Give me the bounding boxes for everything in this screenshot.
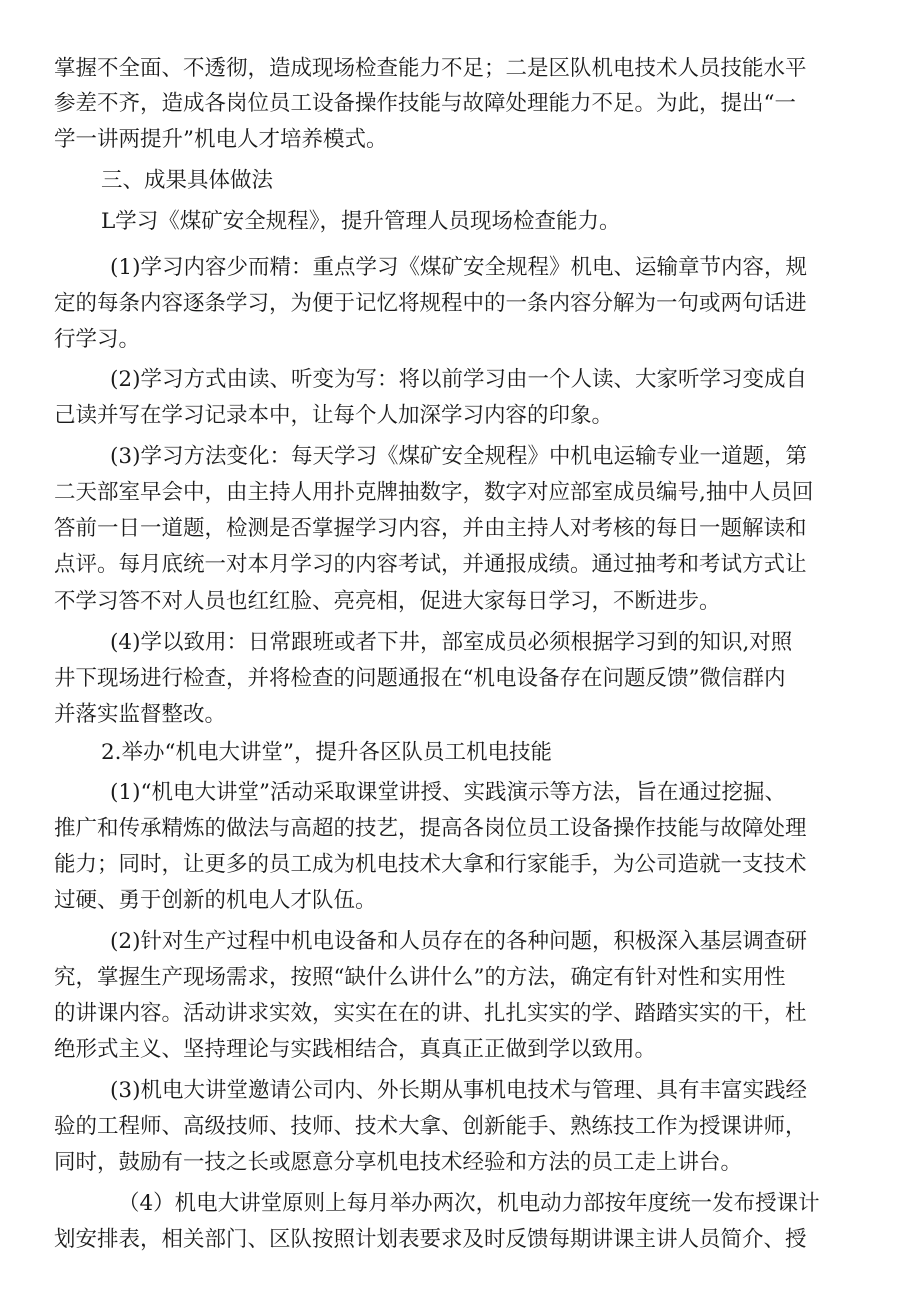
section-heading: 三、成果具体做法 bbox=[101, 168, 274, 193]
text-line: 二天部室早会中，由主持人用扑克牌抽数字，数字对应部室成员编号,抽中人员回 bbox=[54, 480, 814, 505]
text-line: 划安排表，相关部门、区队按照计划表要求及时反馈每期讲课主讲人员简介、授 bbox=[54, 1227, 807, 1252]
text-line: (1)学习内容少而精：重点学习《煤矿安全规程》机电、运输章节内容，规 bbox=[110, 255, 807, 280]
text-line: 推广和传承精炼的做法与高超的技艺，提高各岗位员工设备操作技能与故障处理 bbox=[54, 816, 807, 841]
text-line: 不学习答不对人员也红红脸、亮亮相，促进大家每日学习，不断进步。 bbox=[54, 589, 721, 614]
subsection-heading: L学习《煤矿安全规程》，提升管理人员现场检查能力。 bbox=[101, 209, 621, 234]
text-line: 能力；同时，让更多的员工成为机电技术大拿和行家能手，为公司造就一支技术 bbox=[54, 852, 807, 877]
text-line: (3)机电大讲堂邀请公司内、外长期从事机电技术与管理、具有丰富实践经 bbox=[110, 1078, 807, 1103]
text-line: 过硬、勇于创新的机电人才队伍。 bbox=[54, 888, 377, 913]
text-line: 究，掌握生产现场需求，按照“缺什么讲什么”的方法，确定有针对性和实用性 bbox=[54, 965, 786, 990]
text-line: 验的工程师、高级技师、技师、技术大拿、创新能手、熟练技工作为授课讲师， bbox=[54, 1114, 807, 1139]
text-line: 学一讲两提升”机电人才培养模式。 bbox=[54, 127, 388, 152]
text-line: 掌握不全面、不透彻，造成现场检查能力不足；二是区队机电技术人员技能水平 bbox=[54, 56, 807, 81]
text-line: 井下现场进行检查，并将检查的问题通报在“机电设备存在问题反馈”微信群内 bbox=[54, 666, 786, 691]
text-line: (1)“机电大讲堂”活动采取课堂讲授、实践演示等方法，旨在通过挖掘、 bbox=[110, 780, 786, 805]
text-line: 并落实监督整改。 bbox=[54, 702, 227, 727]
text-line: 答前一日一道题，检测是否掌握学习内容，并由主持人对考核的每日一题解读和 bbox=[54, 516, 807, 541]
text-line: 己读并写在学习记录本中，让每个人加深学习内容的印象。 bbox=[54, 403, 614, 428]
text-line: 同时，鼓励有一技之长或愿意分享机电技术经验和方法的员工走上讲台。 bbox=[54, 1150, 743, 1175]
text-line: 定的每条内容逐条学习，为便于记忆将规程中的一条内容分解为一句或两句话进 bbox=[54, 291, 807, 316]
text-line: 绝形式主义、坚持理论与实践相结合，真真正正做到学以致用。 bbox=[54, 1037, 657, 1062]
text-line: (2)学习方式由读、听变为写：将以前学习由一个人读、大家听学习变成自 bbox=[110, 367, 807, 392]
text-line: (4)学以致用：日常跟班或者下井，部室成员必须根据学习到的知识,对照 bbox=[110, 630, 793, 655]
text-line: 的讲课内容。活动讲求实效，实实在在的讲、扎扎实实的学、踏踏实实的干，杜 bbox=[54, 1001, 807, 1026]
text-line: （4）机电大讲堂原则上每月举办两次，机电动力部按年度统一发布授课计 bbox=[118, 1191, 820, 1216]
text-line: (2)针对生产过程中机电设备和人员存在的各种问题，积极深入基层调查研 bbox=[110, 929, 807, 954]
text-line: 点评。每月底统一对本月学习的内容考试，并通报成绩。通过抽考和考试方式让 bbox=[54, 552, 807, 577]
text-line: 行学习。 bbox=[54, 327, 141, 352]
subsection-heading: 2.举办“机电大讲堂”，提升各区队员工机电技能 bbox=[101, 740, 552, 765]
text-line: 参差不齐，造成各岗位员工设备操作技能与故障处理能力不足。为此，提出“一 bbox=[54, 91, 796, 116]
text-line: (3)学习方法变化：每天学习《煤矿安全规程》中机电运输专业一道题，第 bbox=[110, 444, 807, 469]
